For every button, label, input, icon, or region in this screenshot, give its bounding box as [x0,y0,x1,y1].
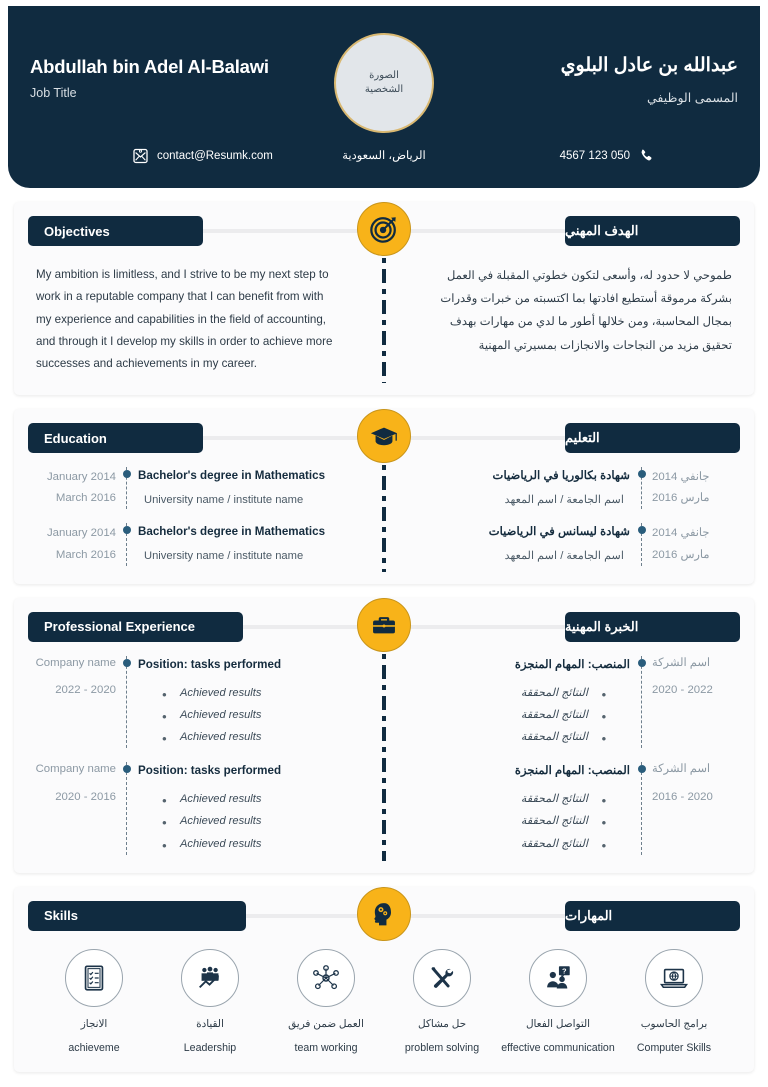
education-date-to: March 2016 [55,548,116,561]
skills-title-en-bar [28,901,246,931]
timeline-line [641,523,642,565]
experience-title-ar-bar [565,612,740,642]
section-objectives [14,202,754,395]
experience-detail [430,656,641,749]
experience-position: المنصب: المهام المنجزة [514,657,630,671]
experience-results-list [430,682,630,749]
skill-label-ar: التواصل الفعال [525,1018,591,1030]
experience-result: • النتائج المحققة [430,726,630,748]
phone-icon [639,148,654,163]
name-english: Abdullah bin Adel Al-Balawi [30,56,269,77]
experience-result: • النتائج المحققة [430,810,630,832]
objectives-title-en-bar [28,216,203,246]
education-date-from: جانفي 2014 [652,527,710,540]
education-detail [127,467,338,509]
skill-label-en: Leadership [183,1041,237,1054]
education-institution: اسم الجامعة / اسم المعهد [504,494,624,507]
experience-company: اسم الشركة [652,656,711,669]
head-gears-icon [357,887,411,941]
experience-entries-ar [384,656,734,857]
skill-item-teamwork [268,949,384,1054]
experience-entry [430,656,734,749]
education-entry [430,523,734,565]
experience-period: 2020 - 2016 [652,790,713,803]
skill-label-ar: العمل ضمن فريق [288,1018,364,1030]
briefcase-icon [357,598,411,652]
objectives-text-ar: طموحي لا حدود له، وأسعى لتكون خطوتي المقبلة في العمل بشركة مرموقة أستطيع افادتها بما اكتسبته من خبرات وقدرات بمجال المحاسبة، ومن خلالها أطور ما لدي من مهارات بهدف تحقيق مزيد من النجاحات والانجازات بمسيرتي المهنية [440,269,732,352]
experience-period: 2020 - 2016 [55,790,116,803]
experience-period: 2022 - 2020 [652,684,713,697]
objectives-title-row [14,216,754,246]
target-icon [357,202,411,256]
skill-label-en: team working [294,1041,358,1054]
skill-item-leadership [152,949,268,1054]
education-entry [430,467,734,509]
experience-result: • النتائج المحققة [430,833,630,855]
skill-label-en: effective communication [501,1041,615,1054]
contact-email[interactable] [133,148,273,164]
communication-icon [529,949,587,1007]
education-institution: University name / institute name [144,494,304,507]
education-date-to: March 2016 [55,492,116,505]
network-icon [297,949,355,1007]
resume-header [8,6,760,188]
education-dates [642,467,734,509]
education-degree: Bachelor's degree in Mathematics [138,525,326,539]
education-date-to: مارس 2016 [652,548,710,561]
experience-result: • Achieved results [138,810,338,832]
svg-text:?: ? [561,966,567,975]
experience-company: اسم الشركة [652,763,711,776]
experience-result: • Achieved results [138,704,338,726]
experience-title-ar: الخبرة المهنية [565,618,639,634]
experience-dates [34,656,126,749]
education-title-en-bar [28,423,203,453]
education-dates [642,523,734,565]
education-institution: University name / institute name [144,550,304,563]
skill-label-en: Computer Skills [636,1041,712,1054]
skill-item-computer [616,949,732,1054]
experience-detail [127,762,338,855]
contact-location-text: الرياض، السعودية [342,150,426,162]
experience-detail [127,656,338,749]
education-title-row [14,423,754,453]
objectives-spine [382,258,386,383]
timeline-line [126,762,127,855]
name-arabic: عبدالله بن عادل البلوي [560,55,738,76]
objectives-title-en: Objectives [44,223,110,239]
education-detail [430,467,641,509]
skill-label-ar: حل مشاكل [418,1018,466,1030]
experience-result: • النتائج المحققة [430,682,630,704]
education-spine [382,465,386,571]
education-entries-en [34,467,384,567]
education-degree: Bachelor's degree in Mathematics [138,469,326,483]
contact-phone[interactable] [560,148,654,163]
skills-title-ar: المهارات [565,907,613,923]
experience-position: Position: tasks performed [138,764,282,778]
timeline-dot [123,659,131,667]
skill-label-ar: القيادة [196,1018,224,1030]
experience-results-list [138,682,338,749]
education-institution: اسم الجامعة / اسم المعهد [504,550,624,563]
header-right-identity [418,54,738,105]
skill-label-ar: برامج الحاسوب [640,1018,708,1030]
experience-company: Company name [35,763,116,776]
objectives-title-ar-bar [565,216,740,246]
objectives-title-ar: الهدف المهني [565,223,639,238]
graduation-cap-icon [357,409,411,463]
job-title-english: Job Title [30,86,77,101]
education-title-ar-bar [565,423,740,453]
timeline-line [641,467,642,509]
skills-title-en: Skills [44,908,78,924]
experience-results-list [430,788,630,855]
experience-result: • النتائج المحققة [430,788,630,810]
education-entries-ar [384,467,734,567]
experience-result: • النتائج المحققة [430,704,630,726]
section-education [14,409,754,583]
experience-result: • Achieved results [138,726,338,748]
experience-dates [34,762,126,855]
header-contacts [8,148,760,170]
education-detail [127,523,338,565]
avatar-label-line1: الصورة [369,69,399,81]
experience-spine [382,654,386,861]
education-entry [34,523,338,565]
timeline-dot [638,659,646,667]
education-title-en: Education [44,430,107,446]
header-left-identity [30,56,330,100]
leadership-icon [181,949,239,1007]
contact-location [342,148,426,162]
experience-title-en: Professional Experience [44,619,196,635]
contact-email-text: contact@Resumk.com [157,150,273,162]
experience-dates [642,656,734,749]
timeline-line [641,656,642,749]
envelope-icon [133,148,148,164]
experience-results-list [138,788,338,855]
skill-label-en: problem solving [404,1041,480,1054]
timeline-line [126,523,127,565]
education-degree: شهادة ليسانس في الرياضيات [488,525,630,539]
skill-item-communication [500,949,616,1054]
education-entry [34,467,338,509]
skills-title-ar-bar [565,901,740,931]
experience-title-row [14,612,754,642]
skills-title-row [14,901,754,931]
timeline-line [641,762,642,855]
contact-phone-text: 050 123 4567 [559,149,630,162]
laptop-icon [645,949,703,1007]
section-experience [14,598,754,873]
checklist-icon [65,949,123,1007]
experience-result: • Achieved results [138,682,338,704]
education-detail [430,523,641,565]
experience-entries-en [34,656,384,857]
timeline-line [126,467,127,509]
education-degree: شهادة بكالوريا في الرياضيات [492,469,630,483]
experience-dates [642,762,734,855]
education-date-to: مارس 2016 [652,492,710,505]
job-title-arabic: المسمى الوظيفي [647,90,738,105]
education-date-from: جانفي 2014 [652,471,710,484]
education-dates [34,523,126,565]
experience-entry [34,656,338,749]
skill-label-ar: الانجاز [80,1018,108,1030]
experience-entry [34,762,338,855]
education-title-ar: التعليم [565,430,600,446]
avatar-label-line2: الشخصية [364,84,404,95]
experience-entry [430,762,734,855]
experience-detail [430,762,641,855]
experience-position: Position: tasks performed [138,657,282,671]
skills-body [14,931,754,1056]
experience-period: 2022 - 2020 [55,684,116,697]
timeline-line [126,656,127,749]
experience-result: • Achieved results [138,788,338,810]
experience-title-en-bar [28,612,243,642]
tools-icon [413,949,471,1007]
skill-item-achievement [36,949,152,1054]
objectives-text-en: My ambition is limitless, and I strive to be my next step to work in a reputable company that I can benefit from with my experience and capabilities in the field of accounting, and through it I develop my skills in order to achieve more successes and achievements in my career. [36,268,333,370]
education-date-from: January 2014 [46,471,116,484]
skill-item-problem-solving [384,949,500,1054]
skill-label-en: achieveme [68,1041,120,1054]
experience-company: Company name [35,656,116,669]
education-date-from: January 2014 [46,527,116,540]
experience-result: • Achieved results [138,833,338,855]
experience-position: المنصب: المهام المنجزة [514,764,630,778]
section-skills [14,887,754,1072]
education-dates [34,467,126,509]
